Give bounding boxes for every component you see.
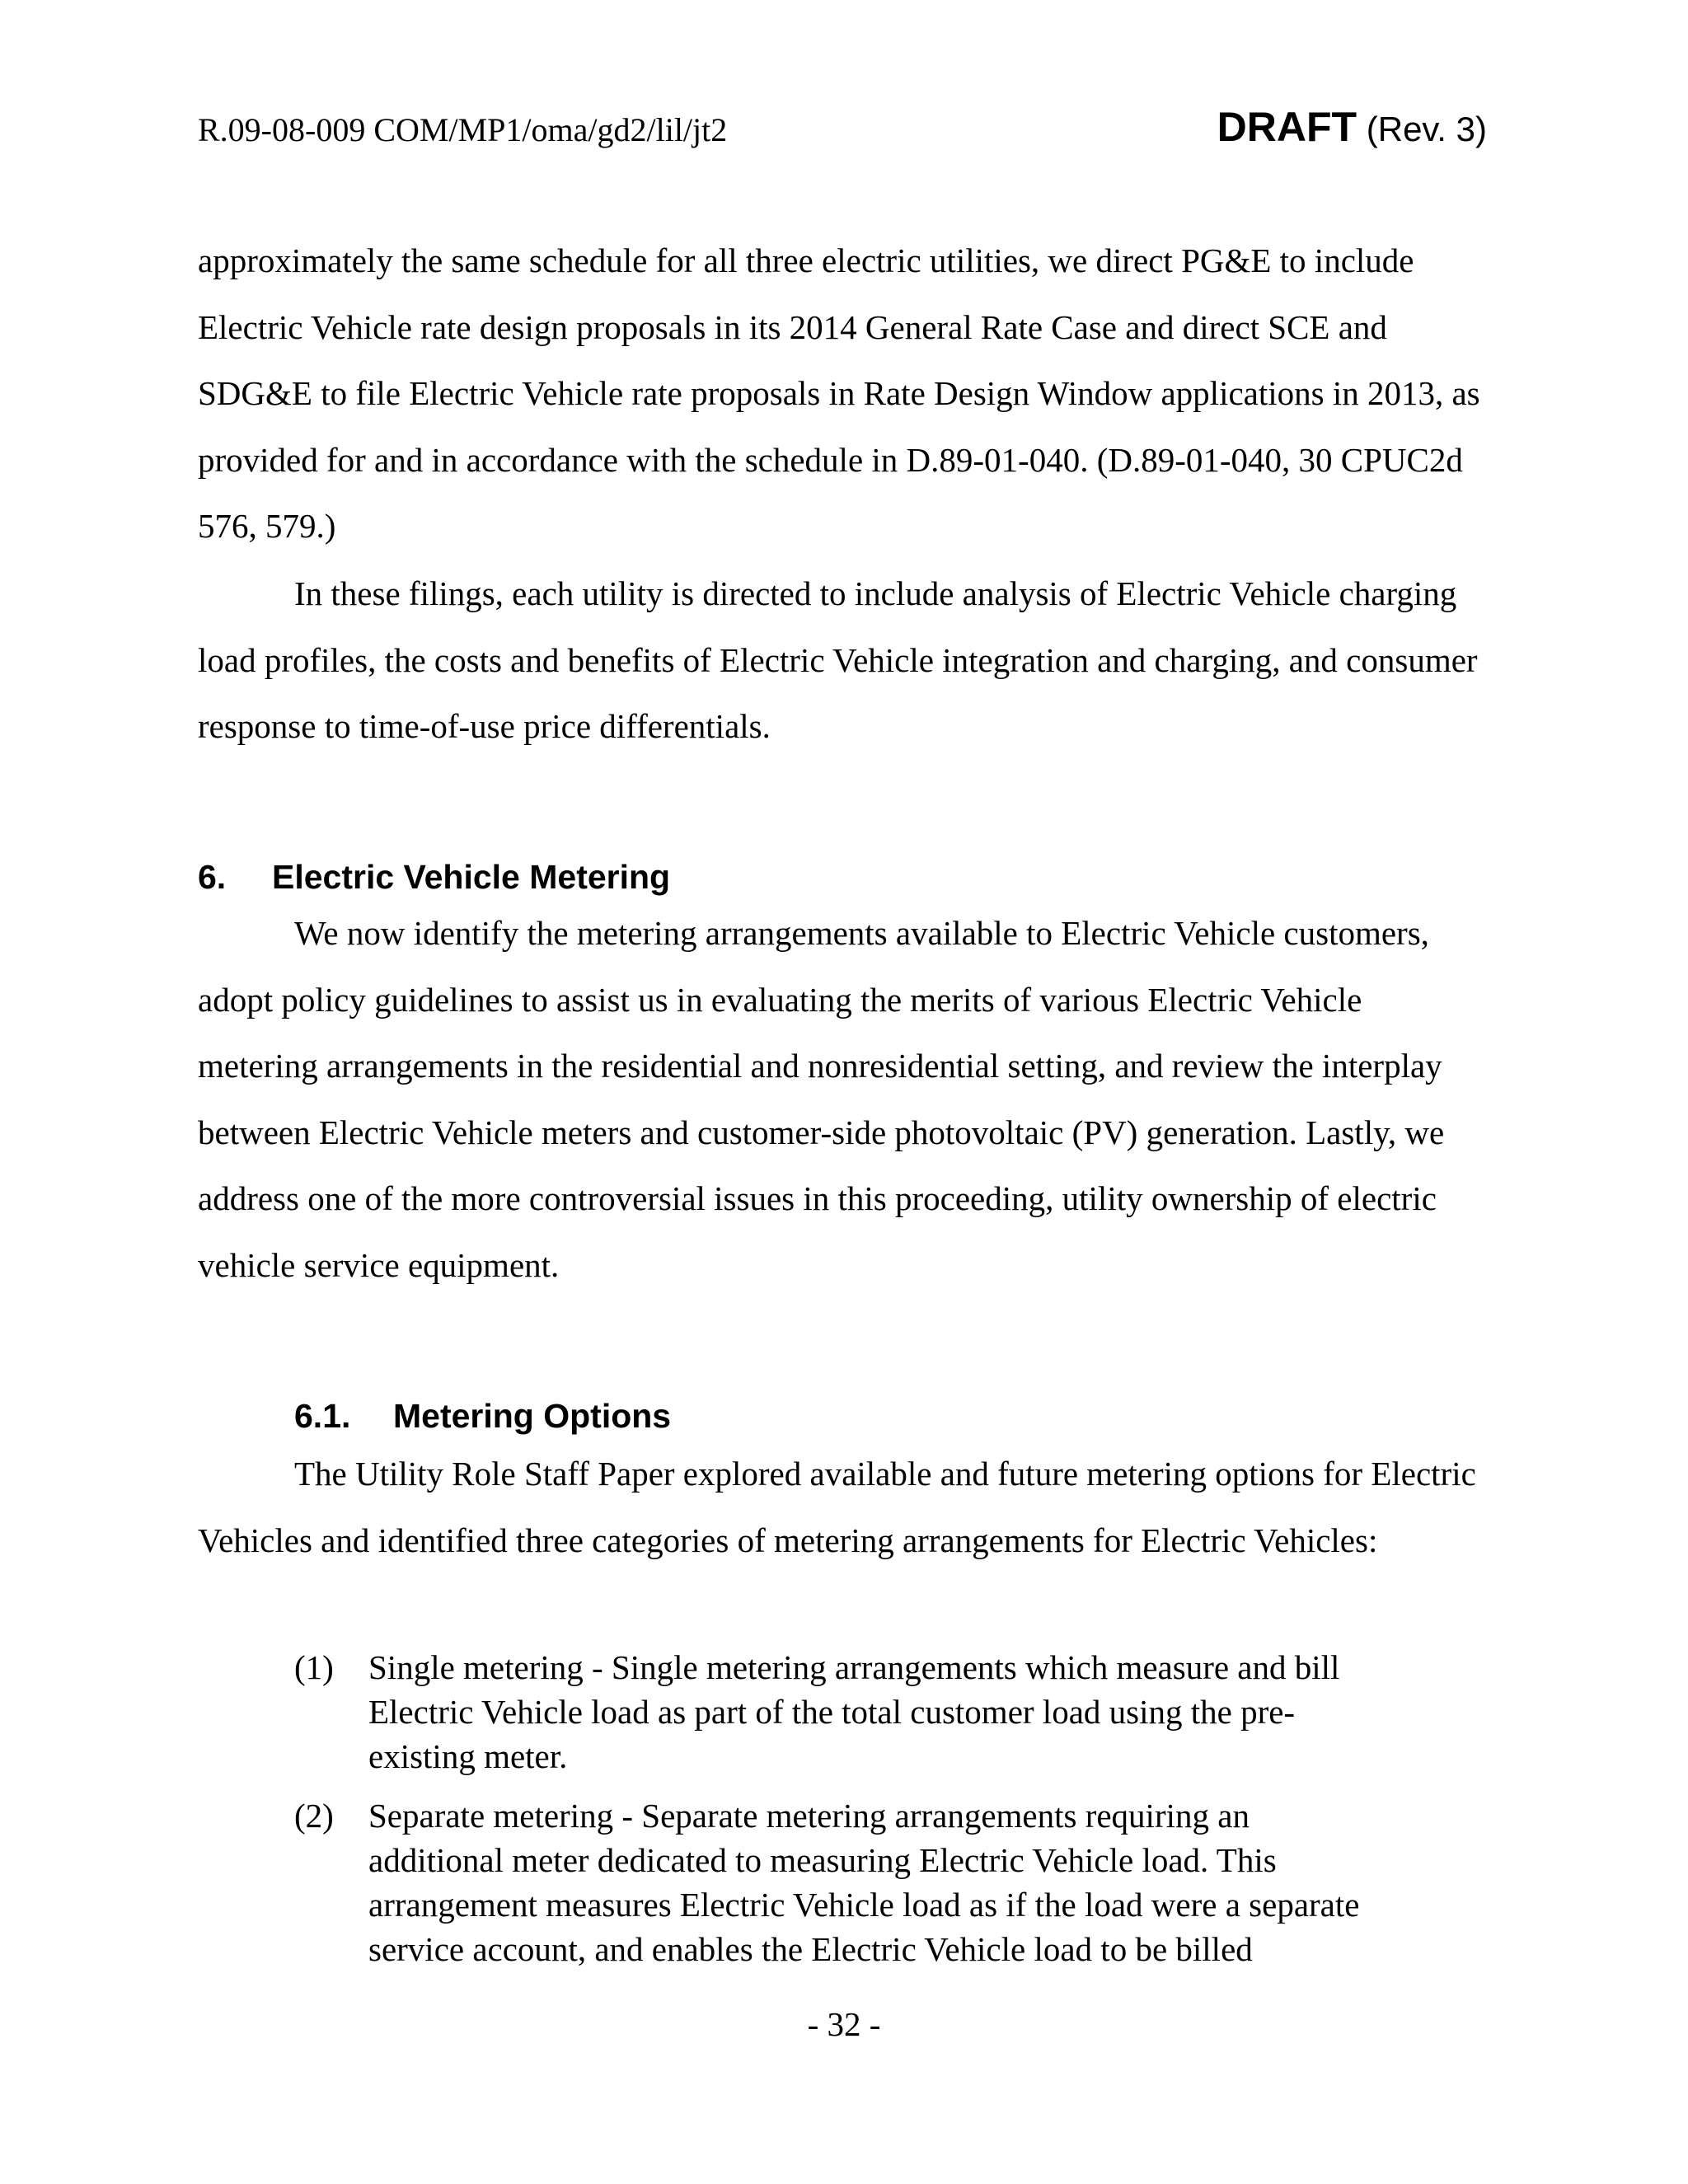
list-item bbox=[294, 1645, 1366, 1779]
list-item-text: Single metering - Single metering arrangements which measure and bill Electric Vehicle load as part of the total customer load using the pre-existing meter. bbox=[368, 1648, 1340, 1775]
subsection-number: 6.1. bbox=[294, 1397, 351, 1435]
list-item bbox=[294, 1793, 1366, 1971]
section-number: 6. bbox=[198, 858, 227, 896]
section-heading-6 bbox=[198, 854, 670, 900]
metering-categories-list bbox=[294, 1645, 1366, 1986]
paragraph-continued: approximately the same schedule for all three electric utilities, we direct PG&E to include Electric Vehicle rate design proposals in its 2014 General Rate Case and direct SCE and SDG&E to file Electric Vehicle rate proposals in Rate Design Window applications in 2013, as provided for and in accordance with the schedule in D.89-01-040. (D.89-01-040, 30 CPUC2d 576, 579.) bbox=[198, 241, 1480, 545]
section-title: Electric Vehicle Metering bbox=[272, 858, 671, 896]
docket-number: R.09-08-009 COM/MP1/oma/gd2/lil/jt2 bbox=[198, 111, 728, 148]
subsection-title: Metering Options bbox=[393, 1397, 672, 1435]
section-heading-6-1 bbox=[294, 1393, 671, 1439]
list-marker: (2) bbox=[294, 1797, 334, 1835]
list-item-text: Separate metering - Separate metering arrangements requiring an additional meter dedicated to measuring Electric Vehicle load. This arrangement measures Electric Vehicle load as if the load were a separate service account, and enables the Electric Vehicle load to be billed bbox=[368, 1797, 1360, 1968]
paragraph-metering-options: The Utility Role Staff Paper explored available and future metering options for Electric Vehicles and identified three categories of metering arrangements for Electric Vehicles: bbox=[198, 1455, 1476, 1559]
draft-stamp bbox=[1217, 102, 1487, 154]
page-number: - 32 - bbox=[807, 2005, 881, 2043]
paragraph-filings: In these filings, each utility is directed to include analysis of Electric Vehicle charging load profiles, the costs and benefits of Electric Vehicle integration and charging, and consumer response to time-of-use price differentials. bbox=[198, 574, 1478, 745]
draft-label: DRAFT bbox=[1217, 104, 1357, 150]
list-marker: (1) bbox=[294, 1648, 334, 1686]
paragraph-metering-intro: We now identify the metering arrangements available to Electric Vehicle customers, adopt policy guidelines to assist us in evaluating the merits of various Electric Vehicle metering arrangements in the residential and nonresidential setting, and review the interplay between Electric Vehicle meters and customer-side photovoltaic (PV) generation. Lastly, we address one of the more controversial issues in this proceeding, utility ownership of electric vehicle service equipment. bbox=[198, 914, 1445, 1284]
revision-label: (Rev. 3) bbox=[1366, 110, 1487, 148]
